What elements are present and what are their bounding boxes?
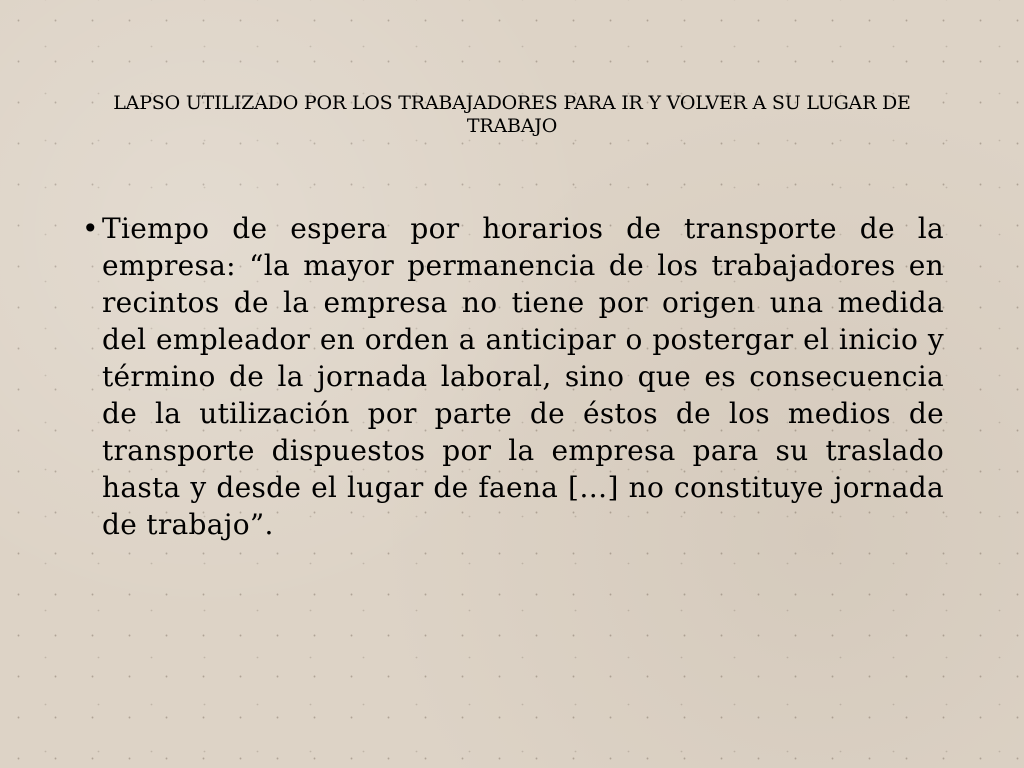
bullet-list (78, 210, 944, 543)
slide-title: LAPSO UTILIZADO POR LOS TRABAJADORES PARA IR Y VOLVER A SU LUGAR DE TRABAJO (113, 92, 911, 137)
bullet-text: Tiempo de espera por horarios de transporte de la empresa: “la mayor permanencia de los trabajadores en recintos de la empresa no tiene por origen una medida del empleador en orden a anticipar o postergar el inicio y término de la jornada laboral, sino que es consecuencia de la utilización por parte de éstos de los medios de transporte dispuestos por la empresa para su traslado hasta y desde el lugar de faena […] no constituye jornada de trabajo”. (102, 212, 944, 541)
bullet-item (78, 210, 944, 543)
bullet-icon: • (82, 212, 99, 245)
